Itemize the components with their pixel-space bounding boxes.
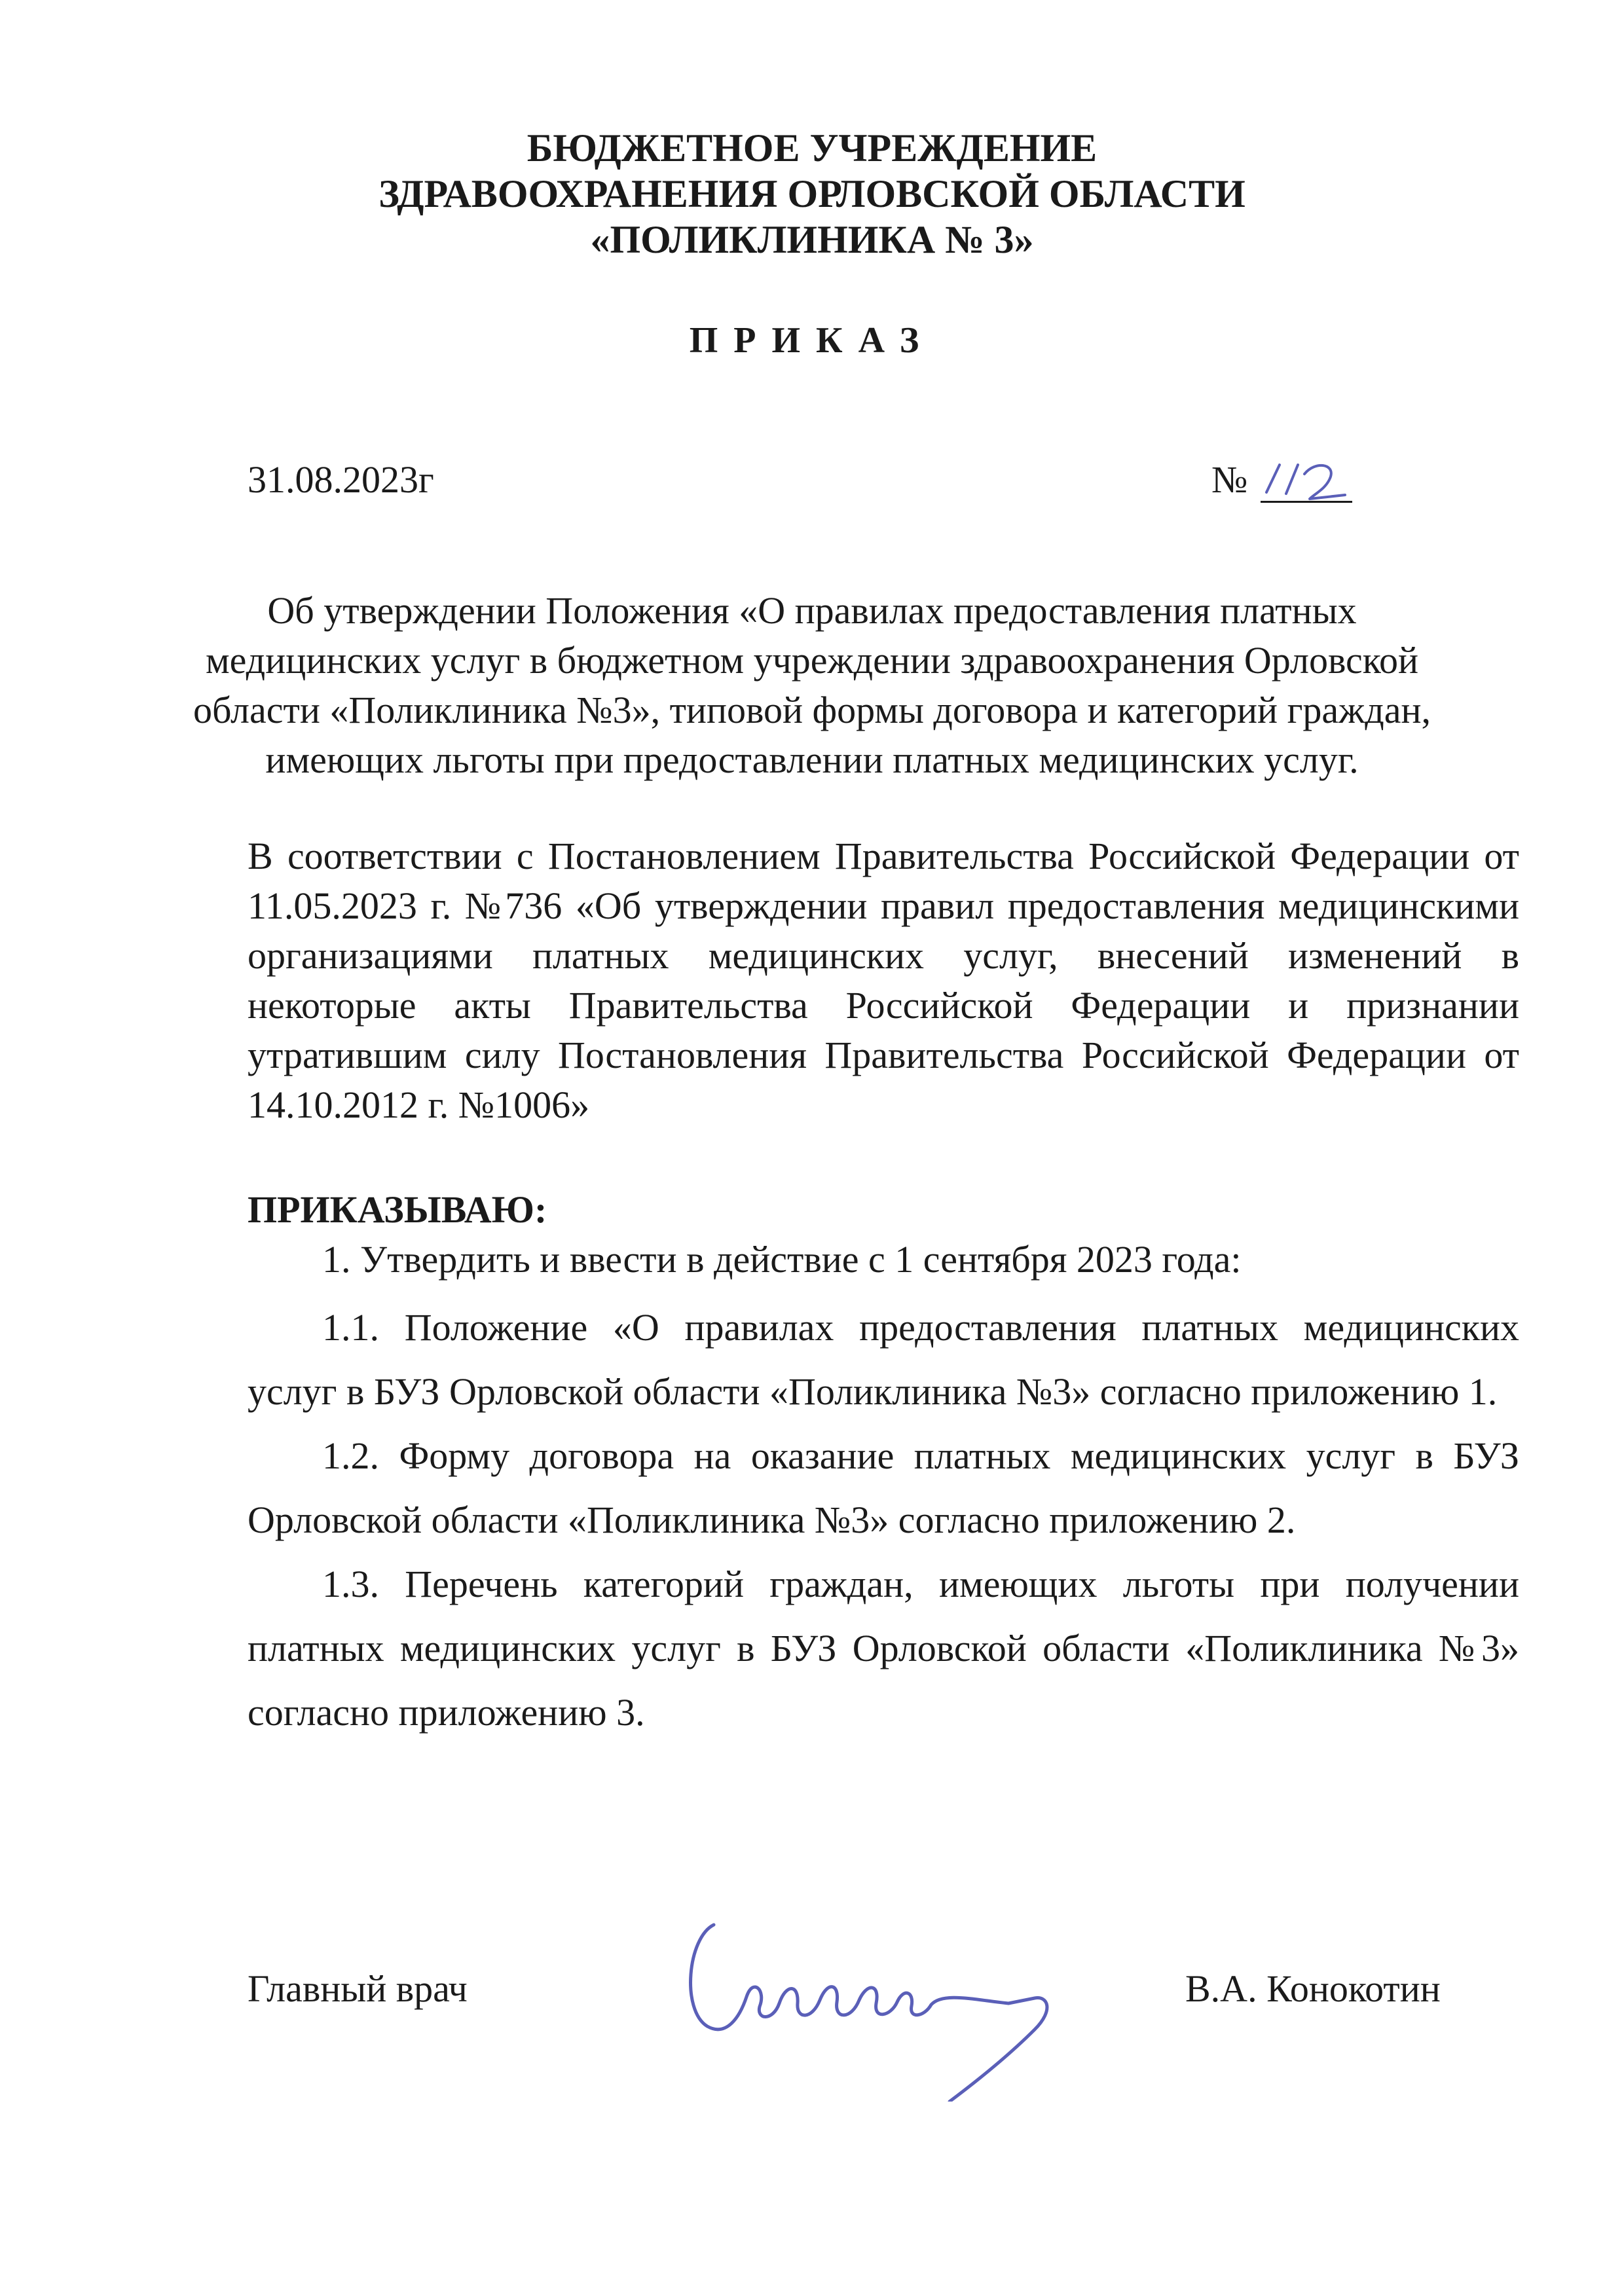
subject-line-4: имеющих льготы при предоставлении платных медицинских услуг. <box>265 738 1359 781</box>
order-item-1-2-line-1: 1.2. Форму договора на оказание платных медицинских услуг в БУЗ <box>322 1434 1519 1477</box>
preamble-line-1: В соответствии с Постановлением Правительства Российской Федерации от <box>248 835 1519 877</box>
order-heading: ПРИКАЗЫВАЮ: <box>248 1188 547 1231</box>
subject-line-1: Об утверждении Положения «О правилах предоставления платных <box>267 589 1357 632</box>
preamble-line-5: утратившим силу Постановления Правительства Российской Федерации от <box>248 1034 1519 1076</box>
order-date: 31.08.2023г <box>248 458 434 501</box>
document-type-title: ПРИКАЗ <box>689 320 935 361</box>
org-name-line-3: «ПОЛИКЛИНИКА № 3» <box>590 218 1034 261</box>
order-item-1-2-line-2: Орловской области «Поликлиника №3» согласно приложению 2. <box>248 1499 1296 1541</box>
preamble-line-3: организациями платных медицинских услуг, внесений изменений в <box>248 934 1519 977</box>
order-item-1-1-line-2: услуг в БУЗ Орловской области «Поликлиника №3» согласно приложению 1. <box>248 1370 1498 1413</box>
preamble-line-2: 11.05.2023 г. №736 «Об утверждении правил предоставления медицинскими <box>248 884 1519 927</box>
signatory-position: Главный врач <box>248 1967 468 2010</box>
order-number-prefix: № <box>1211 458 1248 501</box>
order-item-1-3-line-1: 1.3. Перечень категорий граждан, имеющих льготы при получении <box>322 1563 1519 1605</box>
order-item-1-1-line-1: 1.1. Положение «О правилах предоставления платных медицинских <box>322 1306 1519 1349</box>
order-item-1: 1. Утвердить и ввести в действие с 1 сентября 2023 года: <box>322 1238 1242 1281</box>
order-number-handwritten <box>1257 452 1369 511</box>
signatory-name: В.А. Конокотин <box>1185 1967 1441 2010</box>
order-item-1-3-line-2: платных медицинских услуг в БУЗ Орловской области «Поликлиника №3» <box>248 1627 1519 1669</box>
handwritten-signature <box>668 1886 1074 2102</box>
org-name-line-2: ЗДРАВООХРАНЕНИЯ ОРЛОВСКОЙ ОБЛАСТИ <box>378 172 1246 215</box>
preamble-line-6: 14.10.2012 г. №1006» <box>248 1084 590 1126</box>
preamble-line-4: некоторые акты Правительства Российской Федерации и признании <box>248 984 1519 1027</box>
org-name-line-1: БЮДЖЕТНОЕ УЧРЕЖДЕНИЕ <box>526 126 1098 170</box>
subject-line-2: медицинских услуг в бюджетном учреждении здравоохранения Орловской <box>205 639 1419 682</box>
order-item-1-3-line-3: согласно приложению 3. <box>248 1691 645 1734</box>
subject-line-3: области «Поликлиника №3», типовой формы договора и категорий граждан, <box>193 689 1431 731</box>
